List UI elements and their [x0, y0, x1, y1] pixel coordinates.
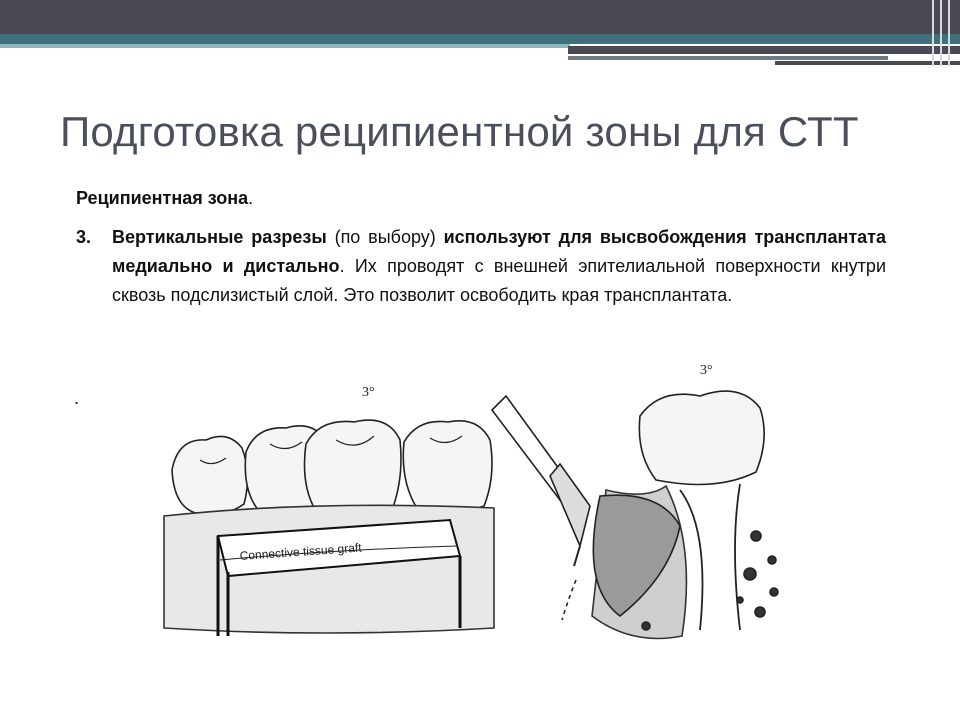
graft-label: Connective tissue graft	[239, 540, 362, 563]
decorative-line	[940, 0, 942, 66]
angle-label-right: 3°	[700, 363, 713, 378]
list-number: 3.	[76, 227, 92, 247]
accent-stripe-light	[0, 44, 570, 48]
page-title: Подготовка реципиентной зоны для СТТ	[60, 108, 859, 155]
scalpel	[492, 396, 590, 566]
decorative-line	[932, 0, 934, 66]
trailing-mark: .	[74, 388, 80, 408]
angle-label-left: 3°	[362, 385, 375, 400]
teeth-row	[172, 420, 492, 518]
text-plain-1: (по выбору)	[326, 227, 444, 247]
flap-and-graft	[164, 505, 494, 636]
decorative-stripe	[568, 46, 960, 54]
decorative-stripe	[568, 56, 888, 60]
subtitle-rest: .	[248, 188, 254, 208]
text-bold-1: Вертикальные разрезы	[112, 227, 327, 247]
header-bar	[0, 0, 960, 34]
text-plain-2: . Их проводят с внешней эпителиальной поверхности кнутри сквозь подслизистый слой. Это позволит освободить края трансплантата.	[112, 256, 886, 305]
tooth-cross-section	[562, 391, 778, 638]
decorative-line	[948, 0, 950, 66]
subtitle-bold: Реципиентная зона	[76, 188, 249, 208]
list-text	[112, 223, 886, 310]
text-bold-2: используют для высвобождения трансплантата медиально и дистально	[112, 227, 886, 276]
subtitle	[76, 188, 253, 209]
list-item	[76, 223, 886, 310]
accent-stripe	[0, 34, 960, 44]
dental-illustration	[160, 360, 800, 662]
